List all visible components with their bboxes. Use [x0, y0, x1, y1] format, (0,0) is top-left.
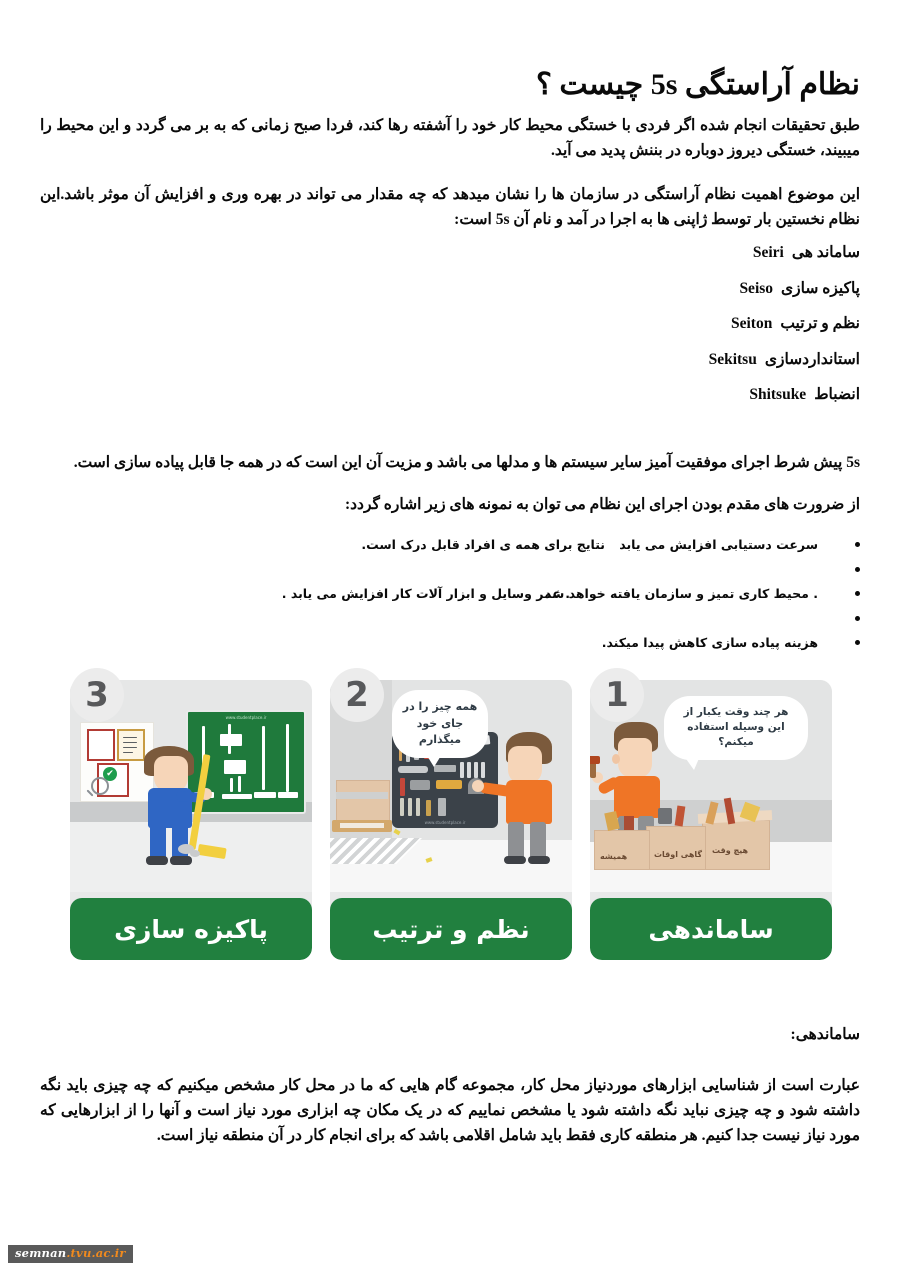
worker-shirt: [614, 776, 660, 818]
bullet-icon: [855, 542, 860, 547]
benefit-text-secondary: نتایج برای همه ی افراد قابل درک است.: [361, 537, 605, 552]
speech-bubble: همه چیز را در جای خود میگذارم: [392, 690, 488, 758]
board-outline: [286, 724, 289, 792]
checklist-poster: [80, 722, 154, 802]
board-outline: [238, 776, 241, 792]
list-item: [40, 561, 860, 586]
worker-shirt: [506, 780, 552, 824]
list-item: [40, 634, 860, 659]
worker-face: [618, 738, 652, 778]
worker-shoe: [528, 856, 550, 864]
bullet-icon: [855, 640, 860, 645]
panel-label-seiso: پاکیزه سازی: [70, 898, 312, 960]
panel-number-badge: 2: [330, 668, 384, 722]
tool: [460, 762, 464, 778]
pallet-slat: [340, 823, 384, 828]
benefit-text: هزینه پیاده سازی کاهش پیدا میکند.: [601, 635, 818, 651]
worker-ear: [612, 754, 620, 764]
box-label-always: همیشه: [600, 852, 628, 861]
panel-label-seiton: نظم و ترتیب: [330, 898, 572, 960]
dirt-pile: [190, 850, 200, 857]
tool: [400, 798, 404, 816]
worker-face: [508, 746, 542, 784]
tool: [436, 780, 462, 789]
bullet-icon: [855, 567, 860, 572]
five-s-item-sekitsu: [40, 350, 860, 386]
board-outline: [220, 734, 242, 746]
checklist-line: [123, 747, 137, 748]
box-tape: [336, 792, 388, 799]
panel-card: [70, 680, 312, 960]
tool: [426, 800, 431, 816]
box-label-sometimes: گاهی اوقات: [654, 850, 703, 859]
panel-label-seiri: ساماندهی: [590, 898, 832, 960]
board-outline: [224, 760, 246, 774]
storage-box: [336, 780, 390, 822]
sorting-box-sometimes: [646, 826, 706, 870]
watermark-secondary-text: .tvu.ac.ir: [66, 1245, 126, 1260]
worker-legs: [508, 822, 524, 860]
checklist-line: [123, 742, 137, 743]
box-label-never: هیچ وقت: [712, 846, 749, 855]
sorting-box-never: [702, 820, 770, 870]
board-outline: [262, 726, 265, 790]
five-s-list: [40, 243, 860, 421]
five-s-label-en: Sekitsu: [708, 350, 757, 368]
check-icon: ✔: [103, 767, 117, 781]
five-s-label-fa: نظم و ترتیب: [780, 315, 860, 332]
board-outline: [222, 794, 252, 799]
tool: [467, 762, 471, 778]
worker-shoe: [170, 856, 192, 865]
worker-legs: [150, 826, 166, 860]
board-outline: [254, 792, 276, 798]
panel-card: [590, 680, 832, 960]
five-s-label-fa: پاکیزه سازی: [781, 279, 860, 297]
speech-bubble: هر چند وقت یکبار از این وسیله استفاده میکنم؟: [664, 696, 808, 760]
five-s-item-seiton: [40, 314, 860, 350]
checklist-sheet: [87, 729, 115, 761]
five-s-label-en: Seiton: [730, 315, 773, 332]
five-s-precondition-paragraph: 5s پیش شرط اجرای موفقیت آمیز سایر سیستم ها و مدلها می باشد و مزیت آن این است که در همه جا قابل پیاده سازی است.: [73, 454, 860, 471]
sorting-box-always: [594, 830, 650, 870]
tool: [416, 798, 420, 816]
five-s-label-en: Seiso: [739, 279, 774, 297]
worker-legs: [172, 826, 188, 860]
tool: [408, 798, 412, 816]
checklist-line: [123, 752, 133, 753]
box-contents: [624, 816, 634, 830]
magnifier-icon: [91, 777, 109, 795]
panel-number-badge: 1: [590, 668, 644, 722]
worker-shoe: [146, 856, 168, 865]
requirements-lead-paragraph: از ضرورت های مقدم بودن اجرای این نظام می توان به نمونه های زیر اشاره گردد:: [344, 496, 860, 513]
page-title: نظام آراستگی 5s چیست ؟: [535, 68, 860, 102]
panel-number-badge: 3: [70, 668, 124, 722]
tool: [481, 762, 485, 778]
tool: [398, 766, 428, 773]
benefit-text: سرعت دستیابی افزایش می یابد: [619, 537, 818, 552]
checklist-sheet: [117, 729, 145, 761]
benefit-text-secondary: . عمر وسایل و ابزار آلات کار افزایش می یابد .: [281, 586, 570, 602]
bullet-icon: [855, 591, 860, 596]
board-outline: [230, 778, 233, 792]
tool: [474, 762, 478, 778]
worker-face: [154, 756, 188, 792]
panel-card: [330, 680, 572, 960]
panel-seiso: [70, 668, 312, 960]
footer-watermark: [8, 1245, 133, 1264]
worker-legs: [530, 822, 546, 860]
list-item: [40, 610, 860, 635]
benefit-text: . محیط کاری تمیز و سازمان یافته خواهد شد: [544, 586, 818, 602]
list-item: [40, 536, 860, 561]
five-s-item-seiso: [40, 279, 860, 315]
five-s-label-en: Shitsuke: [749, 386, 807, 403]
five-s-item-shitsuke: [40, 385, 860, 421]
bullet-icon: [855, 616, 860, 621]
board-caption: www.studentplace.ir: [424, 820, 466, 825]
tool: [438, 798, 446, 816]
watermark-primary-text: semnan: [15, 1245, 67, 1260]
tool: [410, 780, 430, 790]
five-s-illustration-panels: [70, 668, 832, 960]
section-heading-saamandehi: ساماندهی:: [790, 1026, 860, 1043]
panel-seiri: [590, 668, 832, 960]
five-s-label-fa: ساماند هی: [791, 244, 860, 261]
worker-shoe: [504, 856, 526, 864]
hammer-head: [590, 756, 600, 764]
board-outline: [278, 792, 298, 798]
section-body-paragraph: عبارت است از شناسایی ابزارهای موردنیاز محل کار، مجموعه گام هایی که ما در محل کار مشخص میکنیم که چه چیزی باید نگه داشته شود و چه چیزی نباید نگه داشته شود یا مشخص نماییم که در یک مکان چه ابزاری مورد نیاز است و آنها را از ابزارهایی که مورد نیاز نیست جدا کنیم. هر منطقه کاری فقط باید شامل اقلامی باشد که برای انجام کار در آن منطقه نیاز است.: [40, 1077, 860, 1145]
list-item: [40, 585, 860, 610]
panel-seiton: [330, 668, 572, 960]
five-s-item-seiri: [40, 243, 860, 279]
checklist-line: [123, 737, 137, 738]
five-s-label-en: Seiri: [752, 244, 784, 261]
benefits-bullet-list: [40, 536, 860, 659]
five-s-label-fa: استانداردسازی: [764, 350, 860, 368]
intro-paragraph-1: طبق تحقیقات انجام شده اگر فردی با خستگی محیط کار خود را آشفته رها کند، فردا صبح زمانی که به بر می گردد و این محیط را میبیند، خستگی دیروز دوباره در بننش پدید می آید.: [40, 117, 860, 160]
five-s-label-fa: انضباط: [814, 386, 860, 403]
worker-hand: [472, 780, 484, 792]
board-caption: www.studentplace.ir: [225, 715, 267, 720]
box-contents: [658, 808, 672, 824]
tool: [400, 778, 405, 796]
intro-paragraph-2: این موضوع اهمیت نظام آراستگی در سازمان ها را نشان میدهد که چه مقدار می تواند در بهره وری و افزایش آن موثر باشد.این نظام نخستین بار توسط ژاپنی ها به اجرا در آمد و نام آن 5s است:: [40, 186, 860, 229]
